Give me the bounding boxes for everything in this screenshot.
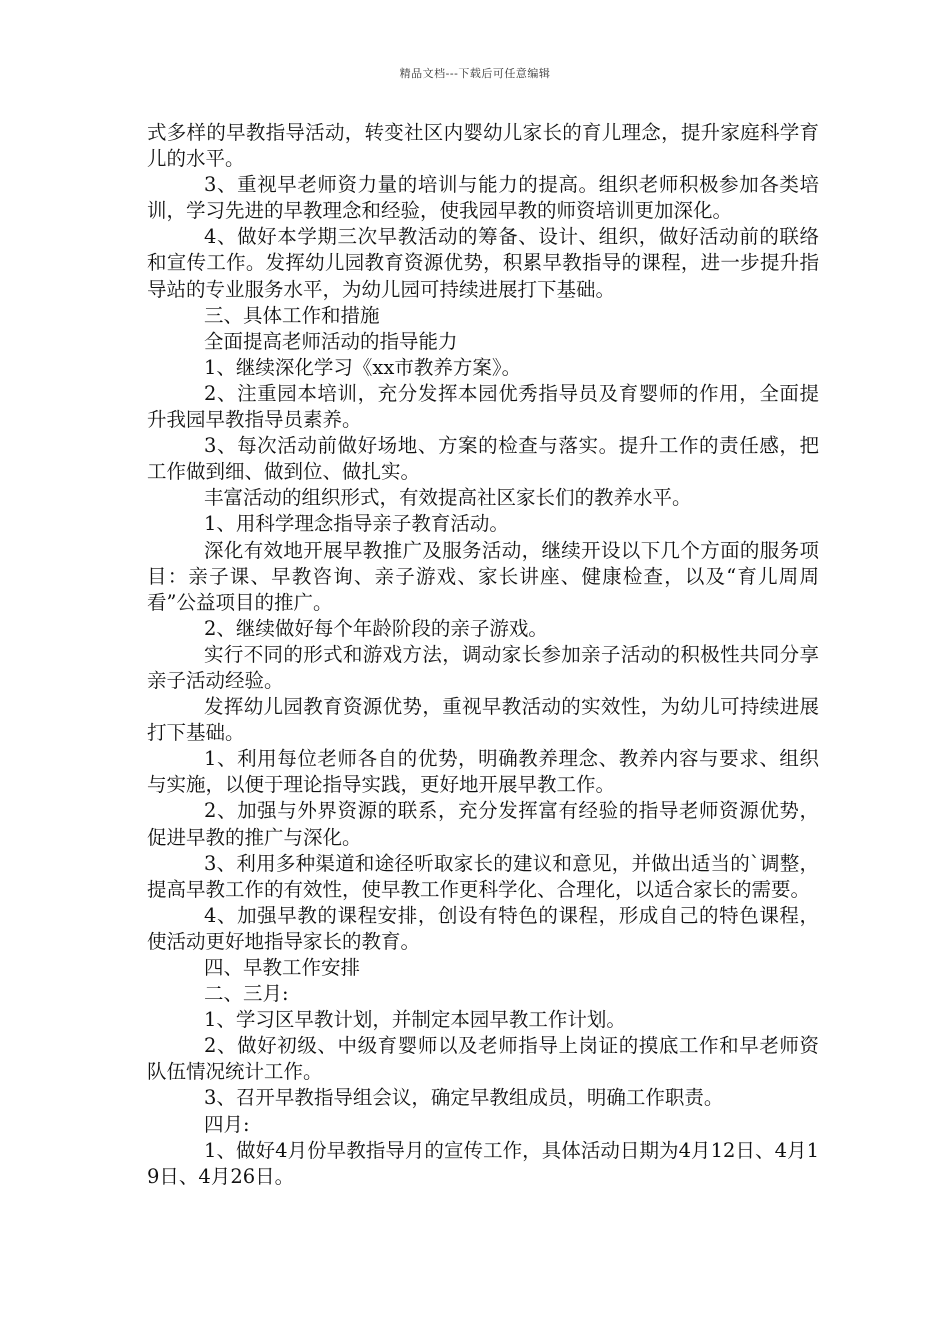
body-paragraph: 3、利用多种渠道和途径听取家长的建议和意见，并做出适当的`调整，提高早教工作的有效性，使早教工作更科学化、合理化，以适合家长的需要。: [147, 851, 819, 901]
body-paragraph: 1、继续深化学习《xx市教养方案》。: [204, 355, 522, 379]
body-paragraph: 实行不同的形式和游戏方法，调动家长参加亲子活动的积极性共同分享亲子活动经验。: [147, 642, 819, 692]
body-paragraph: 2、继续做好每个年龄阶段的亲子游戏。: [204, 616, 548, 640]
body-paragraph: 4、加强早教的课程安排，创设有特色的课程，形成自己的特色课程，使活动更好地指导家长的教育。: [147, 903, 819, 953]
page-header: 精品文档---下载后可任意编辑: [399, 67, 551, 80]
document-body: [147, 120, 819, 1190]
body-paragraph: 3、重视早老师资力量的培训与能力的提高。组织老师积极参加各类培训，学习先进的早教理念和经验，使我园早教的师资培训更加深化。: [147, 173, 819, 223]
body-paragraph: 1、做好4月份早教指导月的宣传工作，具体活动日期为4月12日、4月19日、4月26日。: [147, 1138, 819, 1188]
body-paragraph: 二、三月:: [204, 982, 289, 1006]
body-paragraph: 四月:: [204, 1112, 250, 1136]
body-paragraph: 三、具体工作和措施: [204, 303, 380, 327]
body-paragraph: 丰富活动的组织形式，有效提高社区家长们的教养水平。: [204, 486, 692, 510]
body-paragraph: 3、每次活动前做好场地、方案的检查与落实。提升工作的责任感，把工作做到细、做到位、做扎实。: [147, 434, 819, 484]
body-paragraph: 4、做好本学期三次早教活动的筹备、设计、组织，做好活动前的联络和宣传工作。发挥幼儿园教育资源优势，积累早教指导的课程，进一步提升指导站的专业服务水平，为幼儿园可持续进展打下基础。: [147, 225, 819, 301]
body-paragraph: 2、注重园本培训，充分发挥本园优秀指导员及育婴师的作用，全面提升我园早教指导员素养。: [147, 381, 819, 432]
body-paragraph: 四、早教工作安排: [204, 956, 361, 979]
body-paragraph: 发挥幼儿园教育资源优势，重视早教活动的实效性，为幼儿可持续进展打下基础。: [147, 695, 819, 745]
body-paragraph: 全面提高老师活动的指导能力: [204, 329, 458, 353]
body-paragraph: 1、用科学理念指导亲子教育活动。: [204, 512, 509, 536]
body-paragraph: 深化有效地开展早教推广及服务活动，继续开设以下几个方面的服务项目：亲子课、早教咨询、亲子游戏、家长讲座、健康检查，以及“育儿周周看”公益项目的推广。: [147, 538, 819, 614]
body-paragraph: 1、学习区早教计划，并制定本园早教工作计划。: [204, 1008, 626, 1032]
body-paragraph: 2、做好初级、中级育婴师以及老师指导上岗证的摸底工作和早老师资队伍情况统计工作。: [147, 1034, 819, 1084]
body-paragraph: 式多样的早教指导活动，转变社区内婴幼儿家长的育儿理念，提升家庭科学育儿的水平。: [147, 121, 819, 171]
body-paragraph: 1、利用每位老师各自的优势，明确教养理念、教养内容与要求、组织与实施，以便于理论指导实践，更好地开展早教工作。: [147, 747, 819, 797]
body-paragraph: 3、召开早教指导组会议，确定早教组成员，明确工作职责。: [204, 1086, 724, 1110]
body-paragraph: 2、加强与外界资源的联系，充分发挥富有经验的指导老师资源优势，促进早教的推广与深化。: [147, 799, 819, 849]
